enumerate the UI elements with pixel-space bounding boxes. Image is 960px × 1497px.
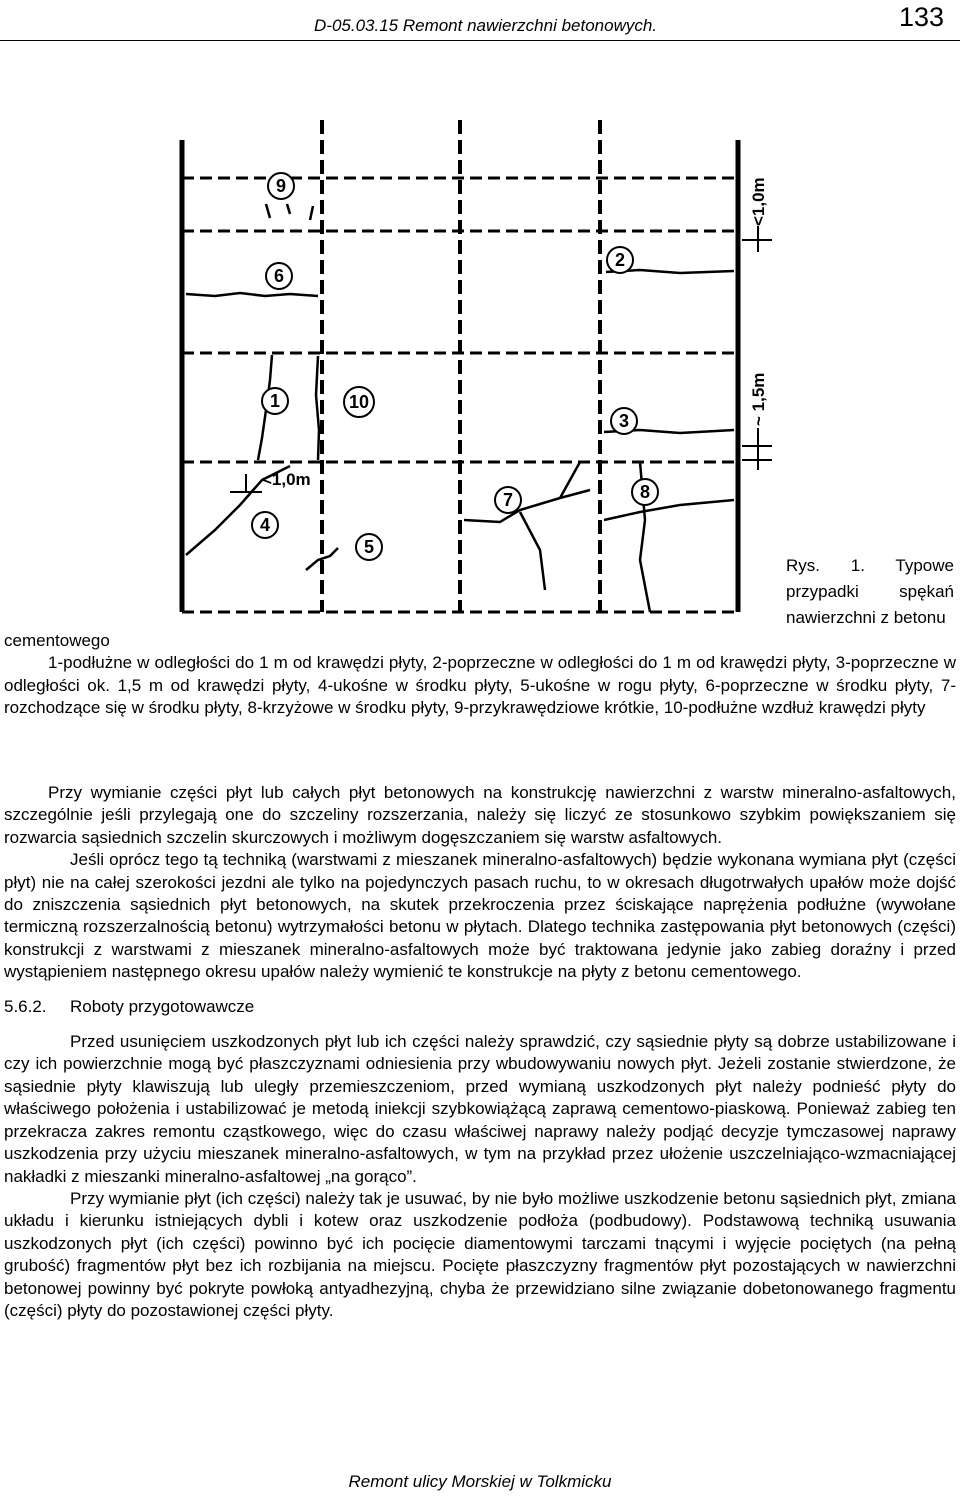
figure-legend: 1-podłużne w odległości do 1 m od krawędzi płyty, 2-poprzeczne w odległości do 1 m od krawędzi płyty, 3-poprzeczne w odległości ok. 1,5 m od krawędzi płyty, 4-ukośne w środku płyty, 5-ukośne w rogu płyty, 6-poprzeczne w środku płyty, 7-rozchodzące się w środku płyty, 8-krzyżowe w środku płyty, 9-przykrawędziowe krótkie, 10-podłużne wzdłuż krawędzi płyty (4, 653, 956, 718)
figure-caption-continued: cementowego (4, 631, 110, 650)
svg-text:4: 4 (259, 515, 271, 535)
dimension-label-top: <1,0m (749, 177, 768, 226)
svg-text:10: 10 (348, 392, 370, 412)
crack-7 (464, 462, 590, 590)
header-divider (0, 40, 960, 41)
label-1 (262, 388, 288, 414)
label-4 (252, 512, 278, 538)
svg-text:2: 2 (614, 250, 626, 270)
label-5 (356, 534, 382, 560)
section-title: Roboty przygotowawcze (70, 996, 255, 1016)
page-footer: Remont ulicy Morskiej w Tolkmicku (348, 1472, 612, 1491)
label-10 (344, 387, 374, 417)
svg-text:1: 1 (269, 391, 281, 411)
crack-6 (186, 293, 318, 296)
crack-8 (604, 462, 734, 612)
label-3 (611, 408, 637, 434)
figure-caption-block (4, 630, 956, 720)
paragraph-2: Jeśli oprócz tego tą techniką (warstwami z mieszanek mineralno-asfaltowych) będzie wykonana wymiana płyt (części płyt) nie na całej szerokości jezdni ale tylko na pojedynczych pasach ruchu, to w okresach długotrwałych upałów może dojść do zniszczenia sąsiednich płyt betonowych, na skutek przekroczenia przez ściskające naprężenia podłużne (wywołane termiczną rozszerzalnością betonu) wytrzymałości betonu w płytach. Dlatego technika zastępowania płyt betonowych (części) konstrukcji z warstwami z mieszanek mineralno-asfaltowych może być traktowana jedynie jako zabieg doraźny i przed wystąpieniem następnego okresu upałów należy wymienić te konstrukcje na płyty z betonu cementowego. (4, 850, 956, 982)
dimension-label-mid: ~ 1,5m (749, 372, 768, 426)
header-title: D-05.03.15 Remont nawierzchni betonowych. (314, 16, 658, 35)
crack-types-figure (0, 100, 960, 620)
section-heading (4, 996, 956, 1018)
svg-text:3: 3 (618, 411, 630, 431)
dimension-label-left: <1,0m (262, 470, 311, 489)
svg-text:5: 5 (363, 537, 375, 557)
figure-caption-lead: Rys. 1. Typowe przypadki spękań nawierzchni z betonu (786, 556, 954, 627)
paragraph-3: Przed usunięciem uszkodzonych płyt lub ich części należy sprawdzić, czy sąsiednie płyty są dobrze ustabilizowane i czy ich powierzchnie mogą być płaszczyznami odniesienia przy wbudowywaniu nowych płyt. Jeżeli zostanie stwierdzone, że sąsiednie płyty klawiszują lub uległy przemieszczeniom, przed wymianą uszkodzonych płyt należy podnieść płyty do właściwego położenia i ustabilizować je metodą iniekcji szybkowiążącą zaprawą cementowo-piaskową. Ponieważ zabieg ten przekracza zakres remontu cząstkowego, więc do czasu właściwej naprawy należy podjąć decyzje tymczasowej naprawy uszkodzenia przy użyciu mieszanek mineralno-asfaltowych, w tym na przykład przez ułożenie uszczelniająco-wzmacniającej nakładki z mieszanki mineralno-asfaltowej „na gorąco”. (4, 1032, 956, 1186)
label-6 (266, 263, 292, 289)
svg-text:8: 8 (639, 482, 651, 502)
paragraph-4: Przy wymianie płyt (ich części) należy tak je usuwać, by nie było możliwe uszkodzenie betonu sąsiednich płyt, zmiana układu i kierunku istniejących dybli i kotew oraz uszkodzenie podłoża (podbudowy). Podstawową techniką usuwania uszkodzonych płyt (ich części) powinno być ich pocięcie diamentowymi tarczami tnącymi i wyjęcie pociętych (na pełną grubość) fragmentów płyt bez ich rozbijania na miejscu. Pocięte płaszczyzny fragmentów płyt pozostających w nawierzchni betonowej powinny być pokryte powłoką antyadhezyjną, chyba że przewidziano silne związanie dobetonowanego fragmentu (części) płyty do pozostawionej części płyty. (4, 1188, 956, 1320)
dimension-marks (230, 226, 772, 492)
crack-10 (316, 356, 319, 460)
svg-text:7: 7 (502, 490, 514, 510)
label-8 (632, 479, 658, 505)
crack-9 (266, 204, 313, 220)
label-7 (495, 487, 521, 513)
label-9 (268, 173, 294, 199)
crack-diagram (0, 100, 960, 620)
section-number: 5.6.2. (4, 996, 47, 1016)
paragraph-1: Przy wymianie części płyt lub całych płyt betonowych na konstrukcję nawierzchni z warstw mineralno-asfaltowych, szczególnie jeśli przylegają one do szczeliny rozszerzania, należy się liczyć ze stosunkowo szybkim powiększaniem się rozwarcia sąsiednich szczelin skurczowych i możliwym dogęszczaniem się warstw asfaltowych. (4, 783, 956, 847)
label-2 (607, 247, 633, 273)
svg-text:6: 6 (273, 266, 285, 286)
body-text (4, 782, 956, 1322)
page-number: 133 (898, 2, 944, 32)
svg-text:9: 9 (275, 176, 287, 196)
